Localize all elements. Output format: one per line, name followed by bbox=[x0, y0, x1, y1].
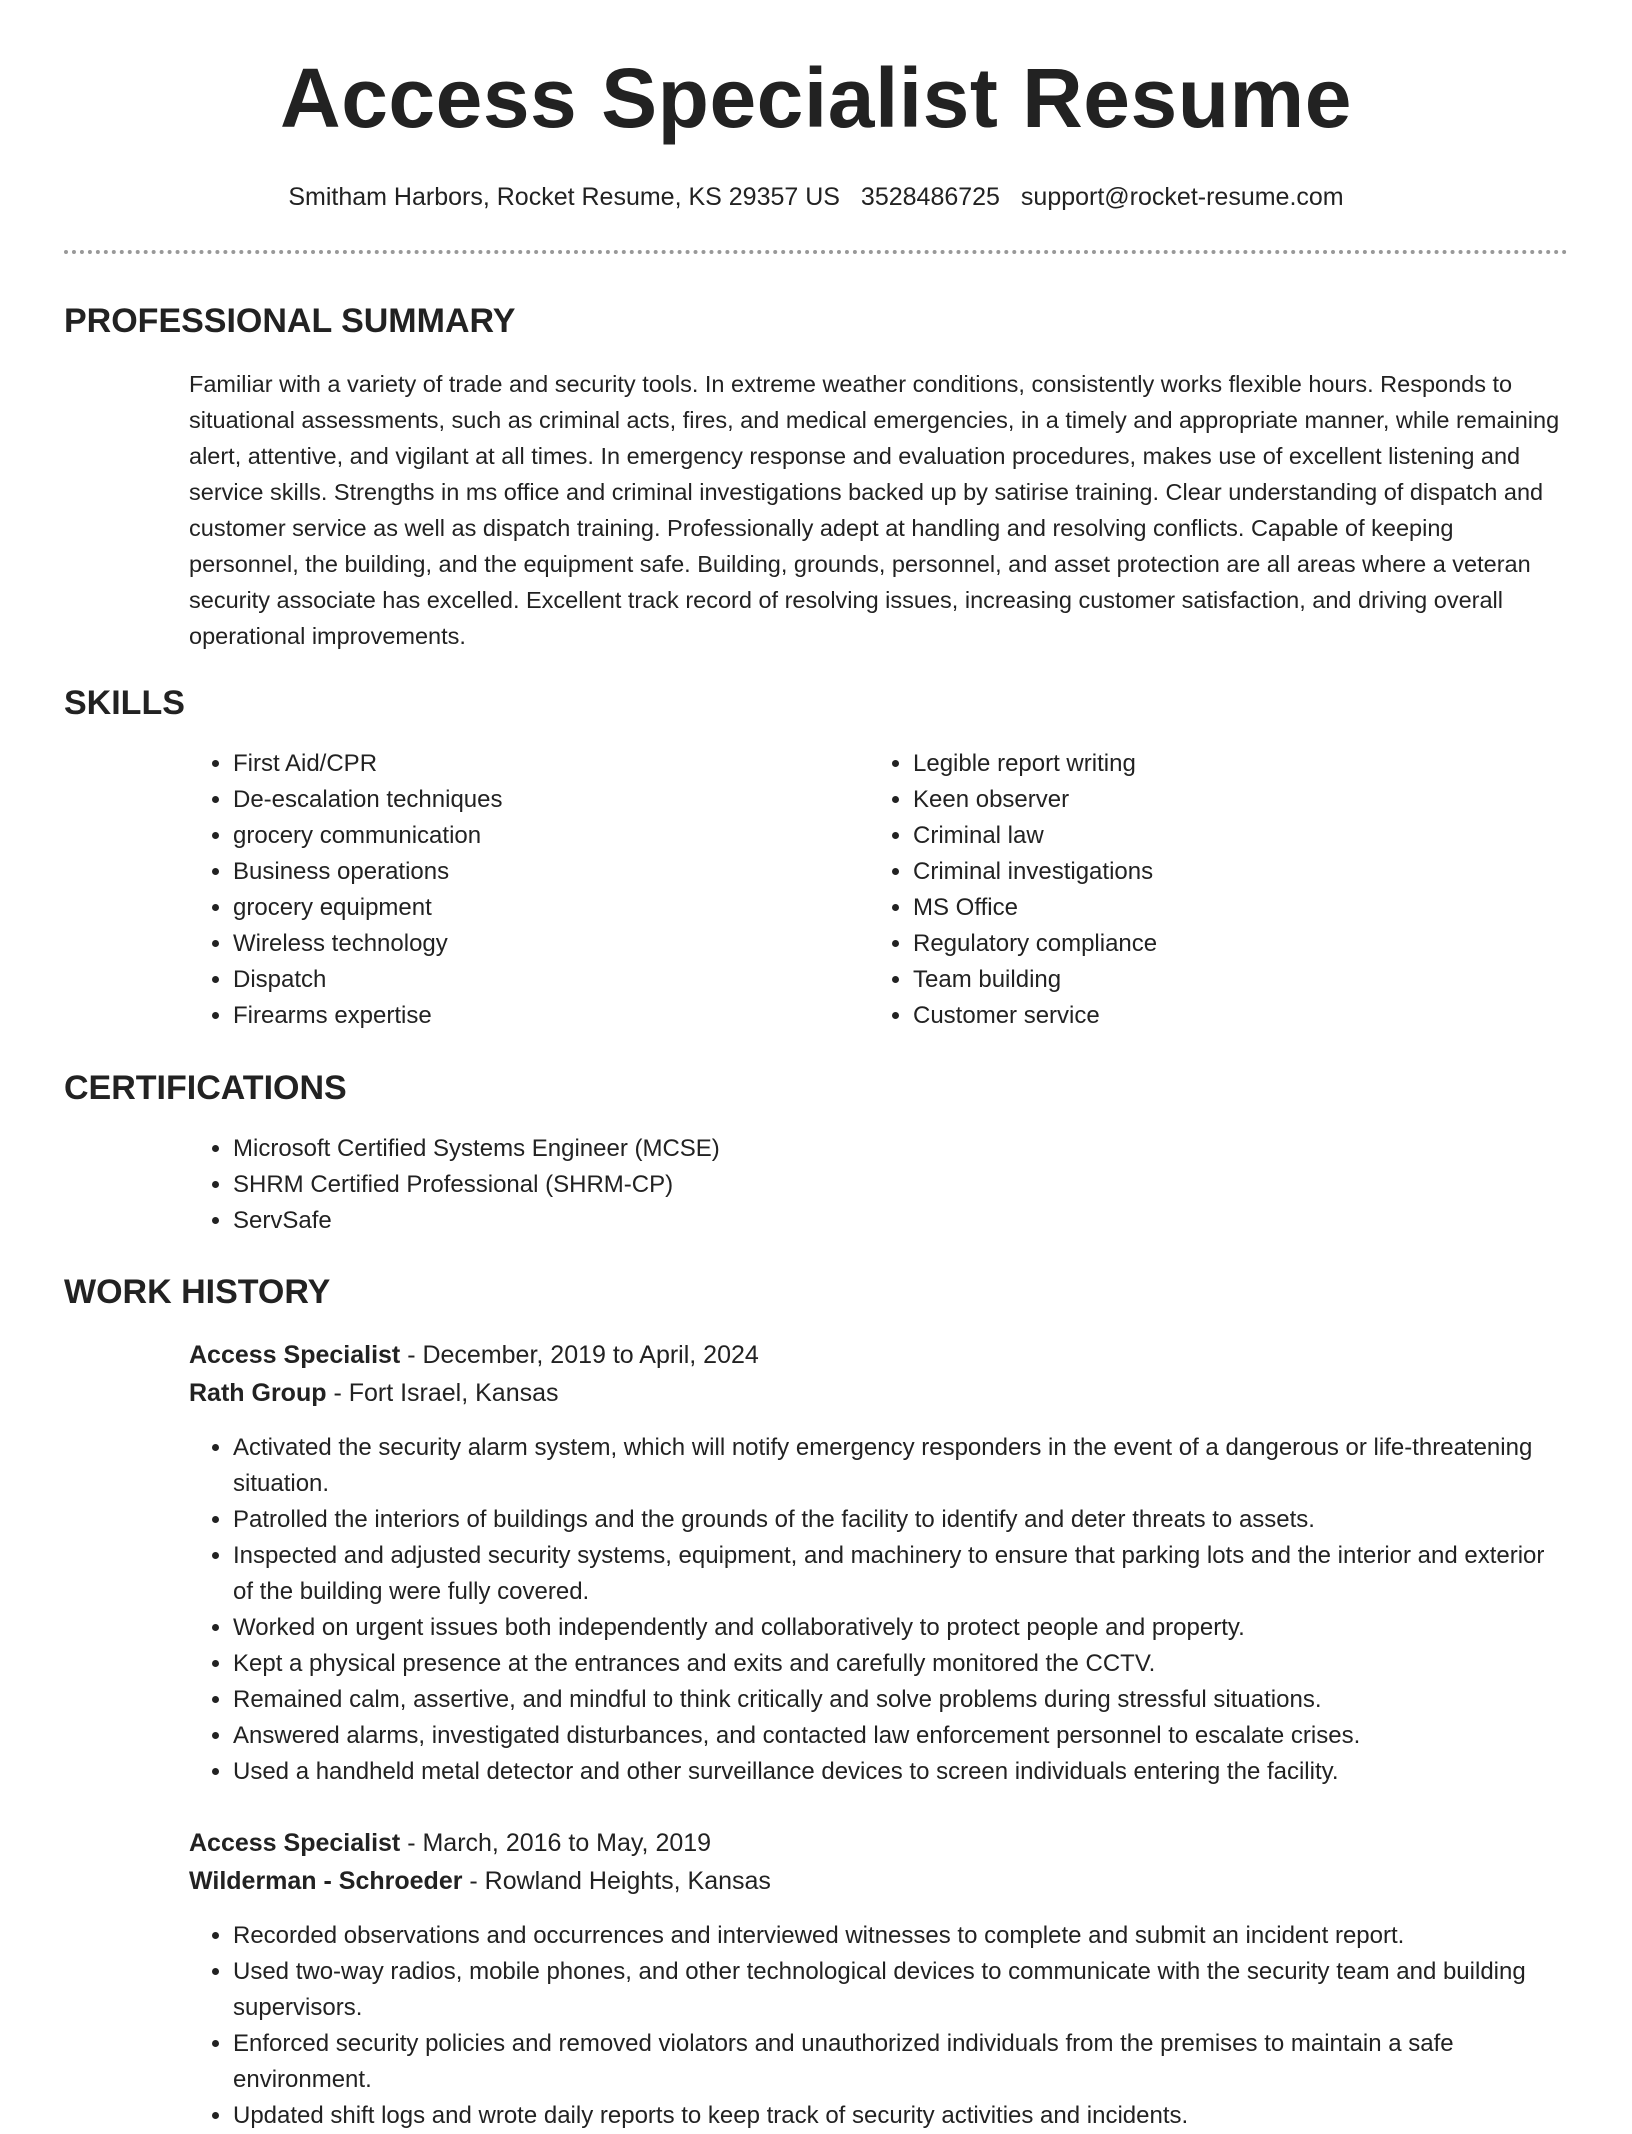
list-item: • Team building bbox=[913, 962, 1563, 998]
list-item: • Used a handheld metal detector and other surveillance devices to screen individuals entering the facility. bbox=[233, 1754, 1569, 1790]
list-item: • Criminal investigations bbox=[913, 854, 1563, 890]
list-item: • ServSafe bbox=[233, 1203, 1533, 1239]
job-company: Rath Group bbox=[189, 1379, 327, 1407]
list-item: • Enforced security policies and removed violators and unauthorized individuals from the premises to maintain a safe environment. bbox=[233, 2026, 1569, 2098]
job-company: Wilderman - Schroeder bbox=[189, 1867, 463, 1895]
job-title-line bbox=[189, 1824, 711, 1862]
job-dates: - December, 2019 to April, 2024 bbox=[400, 1341, 759, 1369]
job-title: Access Specialist bbox=[189, 1341, 401, 1369]
contact-email: support@rocket-resume.com bbox=[1020, 183, 1344, 211]
list-item: • First Aid/CPR bbox=[233, 746, 853, 782]
list-item: • grocery equipment bbox=[233, 890, 853, 926]
list-item: • Recorded observations and occurrences and interviewed witnesses to complete and submit an incident report. bbox=[233, 1918, 1569, 1954]
job-title-line bbox=[189, 1336, 759, 1374]
list-item: • SHRM Certified Professional (SHRM-CP) bbox=[233, 1167, 1533, 1203]
job-title: Access Specialist bbox=[189, 1829, 401, 1857]
list-item: • De-escalation techniques bbox=[233, 782, 853, 818]
list-item: • Wireless technology bbox=[233, 926, 853, 962]
skills-list-left bbox=[189, 746, 853, 1034]
list-item: • Firearms expertise bbox=[233, 998, 853, 1034]
job-company-line bbox=[189, 1374, 559, 1412]
list-item: • Activated the security alarm system, which will notify emergency responders in the event of a dangerous or life-threatening situation. bbox=[233, 1430, 1569, 1502]
summary-heading: PROFESSIONAL SUMMARY bbox=[64, 302, 516, 340]
list-item: • Microsoft Certified Systems Engineer (MCSE) bbox=[233, 1131, 1533, 1167]
list-item: • Customer service bbox=[913, 998, 1563, 1034]
list-item: • Remained calm, assertive, and mindful to think critically and solve problems during stressful situations. bbox=[233, 1682, 1569, 1718]
list-item: • Inspected and adjusted security systems, equipment, and machinery to ensure that parking lots and the interior and exterior of the building were fully covered. bbox=[233, 1538, 1569, 1610]
list-item: • Keen observer bbox=[913, 782, 1563, 818]
list-item: • Regulatory compliance bbox=[913, 926, 1563, 962]
skills-heading: SKILLS bbox=[64, 684, 185, 722]
job-location: - Fort Israel, Kansas bbox=[326, 1379, 559, 1407]
contact-phone: 3528486725 bbox=[860, 183, 1000, 211]
summary-text: Familiar with a variety of trade and security tools. In extreme weather conditions, consistently works flexible hours. Responds to situational assessments, such as criminal acts, fires, and medical emergencies, in a timely and appropriate manner, while remaining alert, attentive, and vigilant at all times. In emergency response and evaluation procedures, makes use of excellent listening and service skills. Strengths in ms office and criminal investigations backed up by satirise training. Clear understanding of dispatch and customer service as well as dispatch training. Professionally adept at handling and resolving conflicts. Capable of keeping personnel, the building, and the equipment safe. Building, grounds, personnel, and asset protection are all areas where a veteran security associate has excelled. Excellent track record of resolving issues, increasing customer satisfaction, and driving overall operational improvements. bbox=[189, 371, 1560, 649]
list-item: • Patrolled the interiors of buildings and the grounds of the facility to identify and deter threats to assets. bbox=[233, 1502, 1569, 1538]
job-bullets bbox=[189, 1918, 1569, 2134]
list-item: • Business operations bbox=[233, 854, 853, 890]
list-item: • Criminal law bbox=[913, 818, 1563, 854]
contact-address: Smitham Harbors, Rocket Resume, KS 29357 US bbox=[288, 183, 840, 211]
list-item: • Dispatch bbox=[233, 962, 853, 998]
list-item: • Answered alarms, investigated disturbances, and contacted law enforcement personnel to escalate crises. bbox=[233, 1718, 1569, 1754]
job-bullets bbox=[189, 1430, 1569, 1790]
list-item: • Used two-way radios, mobile phones, and other technological devices to communicate with the security team and building supervisors. bbox=[233, 1954, 1569, 2026]
resume-title: Access Specialist Resume bbox=[280, 51, 1352, 145]
job-location: - Rowland Heights, Kansas bbox=[462, 1867, 771, 1895]
job-dates: - March, 2016 to May, 2019 bbox=[400, 1829, 712, 1857]
list-item: • Kept a physical presence at the entrances and exits and carefully monitored the CCTV. bbox=[233, 1646, 1569, 1682]
list-item: • Worked on urgent issues both independently and collaboratively to protect people and property. bbox=[233, 1610, 1569, 1646]
header-divider bbox=[64, 250, 1568, 254]
certifications-list bbox=[189, 1131, 1533, 1239]
certifications-heading: CERTIFICATIONS bbox=[64, 1069, 347, 1107]
work-history-heading: WORK HISTORY bbox=[64, 1273, 331, 1311]
job-company-line bbox=[189, 1862, 771, 1900]
list-item: • Updated shift logs and wrote daily reports to keep track of security activities and incidents. bbox=[233, 2098, 1569, 2134]
list-item: • Legible report writing bbox=[913, 746, 1563, 782]
skills-list-right bbox=[869, 746, 1563, 1034]
list-item: • MS Office bbox=[913, 890, 1563, 926]
contact-line bbox=[0, 180, 1632, 214]
list-item: • grocery communication bbox=[233, 818, 853, 854]
